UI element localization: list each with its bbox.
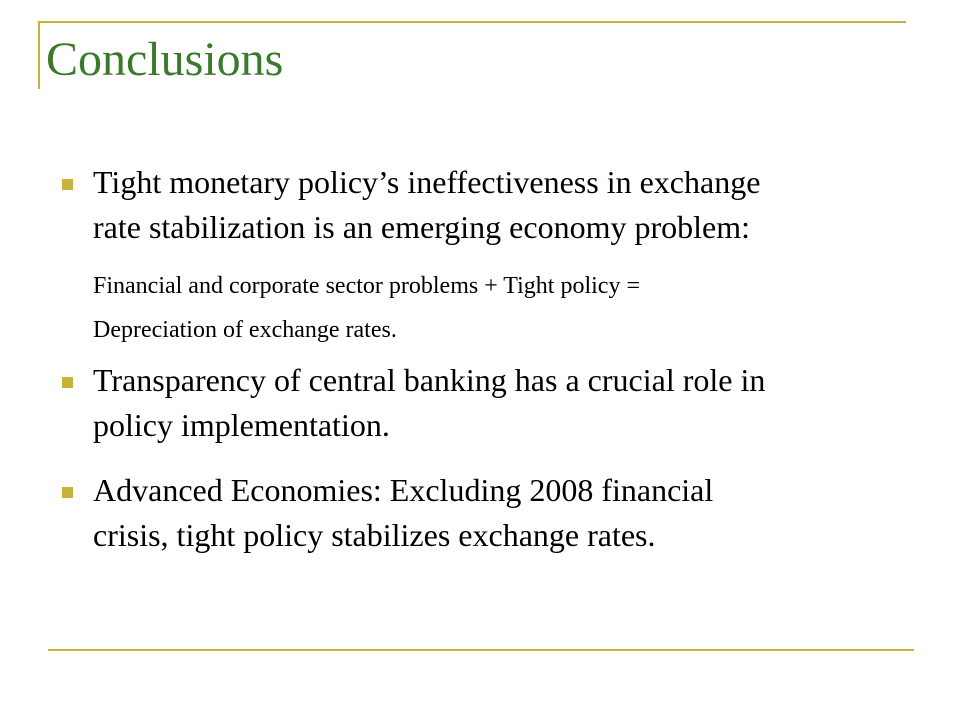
square-bullet-icon	[62, 179, 73, 190]
left-rule	[38, 21, 40, 89]
bullet-1-line-2: rate stabilization is an emerging economy problem:	[93, 209, 750, 245]
bullet-2-line-2: policy implementation.	[93, 407, 390, 443]
square-bullet-icon	[62, 377, 73, 388]
bottom-rule	[48, 649, 914, 651]
bullet-3-line-1: Advanced Economies: Excluding 2008 financial	[93, 472, 714, 508]
bullet-1-sub-line-2: Depreciation of exchange rates.	[93, 317, 397, 343]
bullet-1-sub-line-1: Financial and corporate sector problems + Tight policy =	[93, 273, 640, 299]
bullet-1-line-1: Tight monetary policy’s ineffectiveness in exchange	[93, 164, 761, 200]
top-rule	[38, 21, 906, 23]
bullet-3-line-2: crisis, tight policy stabilizes exchange rates.	[93, 517, 656, 553]
slide-title: Conclusions	[46, 33, 284, 86]
bullet-2-line-1: Transparency of central banking has a crucial role in	[93, 362, 766, 398]
square-bullet-icon	[62, 487, 73, 498]
